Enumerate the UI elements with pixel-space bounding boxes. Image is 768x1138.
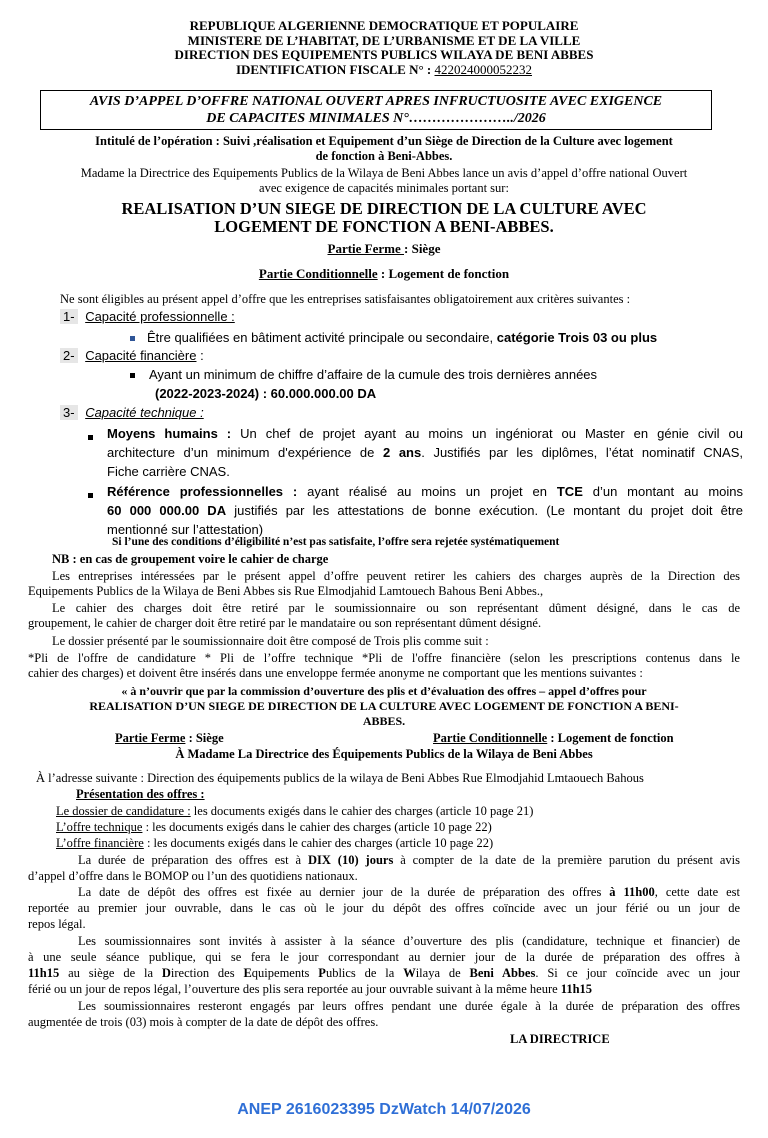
avis-title-line1: AVIS D’APPEL D’OFFRE NATIONAL OUVERT APRES INFRUCTUOSITE AVEC EXIGENCE [89,94,663,109]
offre-technique: L’offre technique : les documents exigés dans le cahier des charges (article 10 page 22) [56,820,492,834]
intro [20,166,748,196]
critere-2-heading [60,348,204,363]
critere-2-text: Ayant un minimum de chiffre d’affaire de la cumule des trois dernières années [149,367,598,382]
references-line2: 60 000 000.00 DA justifiés par les attestations de bonne exécution. (Le montant du projet doit être [107,503,744,518]
square-bullet-icon [88,435,93,440]
intitule [20,134,748,164]
dossier-paragraph: Le dossier présenté par le soumissionnaire doit être composé de Trois plis comme suit : [52,634,489,648]
objet [20,200,748,236]
critere-3-heading [60,405,204,420]
avis-title-box [40,90,712,130]
moyens-humains [88,424,743,481]
critere-2-item [130,367,597,382]
mention-line3: ABBES. [362,714,406,728]
partie-ferme-value: : Siège [404,241,441,256]
mention-partie-conditionnelle: Partie Conditionnelle : Logement de fonction [433,731,674,745]
objet-line2: LOGEMENT DE FONCTION A BENI-ABBES. [214,217,554,236]
critere-1-number: 1- [60,309,78,324]
rejet-notice: Si l’une des conditions d’éligibilité n’est pas satisfaite, l’offre sera rejetée systématiquement [112,536,560,548]
square-bullet-icon [130,336,135,341]
nif-label: IDENTIFICATION FISCALE N° : [235,61,435,77]
footer-anep-reference: ANEP 2616023395 DzWatch 14/07/2026 [237,1101,531,1118]
partie-cond-value: : Logement de fonction [377,266,510,281]
square-bullet-icon [130,373,135,378]
header-ministry: MINISTERE DE L’HABITAT, DE L’URBANISME ET DE LA VILLE [187,32,581,48]
critere-1-item [130,330,657,345]
nif-value: 422024000052232 [434,61,533,77]
critere-1-title: Capacité professionnelle : [85,309,235,324]
offre-candidature: Le dossier de candidature : les documents exigés dans le cahier des charges (article 10 page 21) [56,804,534,818]
header-nif [0,63,768,78]
partie-cond-label: Partie Conditionnelle [258,266,378,281]
references-label: Référence professionnelles : [107,484,298,499]
critere-2-colon: : [196,348,204,363]
duree-paragraph: La durée de préparation des offres est à DIX (10) jours à compter de la date de la première parution du présent avis d’appel d’offre dans le BOMOP ou l’un des quotidiens nationaux. [28,853,740,883]
mention-line2: REALISATION D’UN SIEGE DE DIRECTION DE LA CULTURE AVEC LOGEMENT DE FONCTION A BENI- [89,699,679,713]
adresse-line: À l’adresse suivante : Direction des équipements publics de la wilaya de Beni Abbes Rue Elmodjahid Lmtaouech Bahous [36,771,644,785]
plis-paragraph: *Pli de l'offre de candidature * Pli de l’offre technique *Pli de l'offre financière (selon les prescriptions contenus dans le cahier des charges) et doivent être insérés dans une enveloppe fermée anonyme ne comportant que les mentions suivantes : [28,651,740,680]
moyens-humains-line3: Fiche carrière CNAS. [107,464,230,479]
intro-line1: Madame la Directrice des Equipements Publics de la Wilaya de Beni Abbes lance un avis d’appel d’offre national Ouvert [80,166,688,180]
moyens-humains-line1: Moyens humains : Un chef de projet ayant au moins un ingéniorat ou Master en génie civil ou [107,426,743,441]
cahier-paragraph: Le cahier des charges doit être retiré par le soumissionnaire ou son représentant dûment désigné, dans le cas de groupement, le cahier de charger doit être retiré par le mandataire ou son représentant dûment désigné. [28,601,740,630]
references-line1: Référence professionnelles : ayant réalisé au moins un projet en TCE d’un montant au moins [107,484,744,499]
critere-3-title: Capacité technique : [85,405,204,420]
mention-partie-ferme: Partie Ferme : Siège [115,731,224,745]
header-republic: REPUBLIQUE ALGERIENNE DEMOCRATIQUE ET POPULAIRE [189,18,579,33]
moyens-humains-line2: architecture d’un minimum d'expérience de 2 ans. Justifiés par les diplômes, l’état nominatif CNAS, [107,445,743,460]
critere-1-text: Être qualifiées en bâtiment activité principale ou secondaire, [147,330,497,345]
partie-ferme-label: Partie Ferme [327,241,405,256]
engagement-paragraph: Les soumissionnaires resteront engagés par leurs offres pendant une durée égale à la durée de préparation des offres augmentée de trois (03) mois à compter de la date de dépôt des offres. [28,999,740,1029]
critere-2-number: 2- [60,348,78,363]
partie-ferme [0,241,768,256]
mention-destinataire: À Madame La Directrice des Équipements Publics de la Wilaya de Beni Abbes [175,747,593,761]
objet-line1: REALISATION D’UN SIEGE DE DIRECTION DE LA CULTURE AVEC [121,199,647,218]
signature: LA DIRECTRICE [510,1032,610,1046]
critere-2-amount: (2022-2023-2024) : 60.000.000.00 DA [155,386,377,401]
offre-financiere: L’offre financière : les documents exigés dans le cahier des charges (article 10 page 22) [56,836,494,850]
mentions-block [20,684,748,729]
avis-title-line2: DE CAPACITES MINIMALES N°…………………../2026 [206,111,546,126]
intitule-line1: Intitulé de l’opération : Suivi ,réalisation et Equipement d’un Siège de Direction de la Culture avec logement [95,134,673,148]
header-block [0,19,768,77]
header-direction: DIRECTION DES EQUIPEMENTS PUBLICS WILAYA DE BENI ABBES [174,47,594,62]
avis-title [45,93,707,127]
references-professionnelles [88,482,743,539]
critere-1-category: catégorie Trois 03 ou plus [496,330,658,345]
intitule-line2: de fonction à Beni-Abbes. [315,149,453,163]
nb-notice: NB : en cas de groupement voire le cahier de charge [52,552,329,566]
references-line3: mentionné sur l’attestation) [107,522,264,537]
critere-1-heading [60,309,235,324]
partie-conditionnelle [0,266,768,281]
mention-line1: « à n’ouvrir que par la commission d’ouverture des plis et d’évaluation des offres – appel d’offres pour [121,684,647,698]
moyens-humains-label: Moyens humains : [107,426,232,441]
ouverture-paragraph: Les soumissionnaires sont invités à assister à la séance d’ouverture des plis (candidature, technique et financier) de à une seule séance publique, qui se fera le jour correspondant au dernier jour de la durée de préparation des offres à 11h15 au siège de la Direction des Equipements Publics de la Wilaya de Beni Abbes. Si ce jour coïncide avec un jour férié ou un jour de repos légal, l’ouverture des plis sera reportée au jour ouvrable suivant à la même heure 11h15 [28,934,741,996]
retrait-paragraph: Les entreprises intéressées par le présent appel d’offre peuvent retirer les cahiers des charges auprès de la Direction des Equipements Publics de la Wilaya de Beni Abbes sis Rue Elmodjahid Lamtouech Bahous Beni Abbes., [28,569,740,598]
square-bullet-icon [88,493,93,498]
critere-3-number: 3- [60,405,78,420]
eligibilite-text: Ne sont éligibles au présent appel d’offre que les entreprises satisfaisantes obligatoirement aux critères suivantes : [60,292,631,306]
depot-paragraph: La date de dépôt des offres est fixée au dernier jour de la durée de préparation des offres à 11h00, cette date est reportée au premier jour ouvrable, dans le cas où le jour du dépôt des offres coïncide avec un jour férié ou un jour de repos légal. [28,885,741,931]
intro-line2: avec exigence de capacités minimales portant sur: [259,181,509,195]
critere-2-title: Capacité financière [85,348,197,363]
presentation-heading: Présentation des offres : [76,787,205,801]
